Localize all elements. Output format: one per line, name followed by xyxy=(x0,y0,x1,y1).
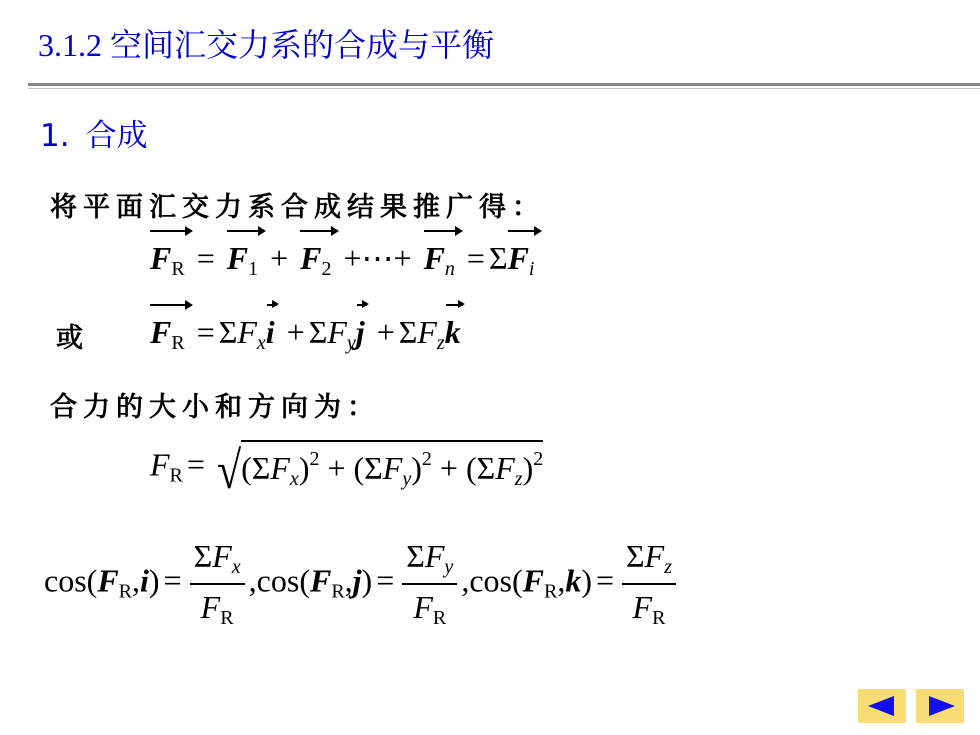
section-heading-text: 合成 xyxy=(85,118,148,154)
unit-vector-k: k xyxy=(445,302,461,351)
section-heading xyxy=(40,110,148,155)
fraction-z: $\frac{\Sigma F_z}{F_R}$ xyxy=(622,538,676,630)
magnitude-direction-text: 合力的大小和方向为： xyxy=(50,392,380,423)
vector-Fi: $F_i$ xyxy=(508,228,535,281)
vector-arrow xyxy=(300,230,337,232)
title-divider-thin xyxy=(28,88,980,89)
section-number: 3.1.2 xyxy=(38,27,102,63)
equation-vector-sum: $F_R$ = $F_1$ + $F_2$ +⋯+ $F_n = \Sigma$ $F_i$ xyxy=(150,228,534,281)
vector-FR: $F_R$ xyxy=(150,302,185,355)
vector-F2: $F_2$ xyxy=(300,228,331,281)
unit-vector-i: i xyxy=(266,302,275,351)
vector-arrow xyxy=(150,230,191,232)
vector-arrow xyxy=(508,230,541,232)
vector-arrow xyxy=(150,304,191,306)
vector-arrow xyxy=(446,304,463,306)
or-label: 或 xyxy=(56,323,83,354)
title-divider xyxy=(28,83,980,86)
vector-arrow xyxy=(227,230,264,232)
unit-vector-j: j xyxy=(356,302,365,351)
vector-arrow xyxy=(267,304,277,306)
vector-Fn: $F_n$ xyxy=(424,228,455,281)
vector-F1: $F_1$ xyxy=(227,228,258,281)
intro-text: 将平面汇交力系合成结果推广得： xyxy=(50,192,545,223)
fraction-y: $\frac{\Sigma F_y}{F_R}$ xyxy=(402,538,457,630)
arrow-right-icon xyxy=(929,696,955,716)
page-title xyxy=(38,20,494,66)
fraction-x: $\frac{\Sigma F_x}{F_R}$ xyxy=(190,538,245,630)
equation-magnitude: $F_R = √(\Sigma F_x)^2 + (\Sigma F_y)^2 + (\Sigma F_z)^2$ xyxy=(150,441,544,500)
prev-slide-button[interactable] xyxy=(858,689,906,723)
arrow-left-icon xyxy=(868,696,894,716)
section-index: 1. xyxy=(40,118,70,154)
vector-arrow xyxy=(357,304,367,306)
vector-arrow xyxy=(424,230,461,232)
equation-direction-cosines: $\cos(F_R,i)$ = $\frac{\Sigma F_x}{F_R}$ $,\cos(F_R,j)$ = $\frac{\Sigma F_y}{F_R}$ $,\cos(F_R,k)$ = $\frac{\Sigma F_z}{F_R}$ xyxy=(44,538,680,630)
next-slide-button[interactable] xyxy=(916,689,964,723)
equation-components: $F_R = \Sigma F_x$ $i + \Sigma F_y$ $j + \Sigma F_z$ k xyxy=(150,302,461,355)
square-root: $√(\Sigma F_x)^2 + (\Sigma F_y)^2 + (\Sigma F_z)^2$ xyxy=(216,441,544,500)
title-text: 空间汇交力系的合成与平衡 xyxy=(110,26,495,64)
vector-FR: $F_R$ xyxy=(150,228,185,281)
